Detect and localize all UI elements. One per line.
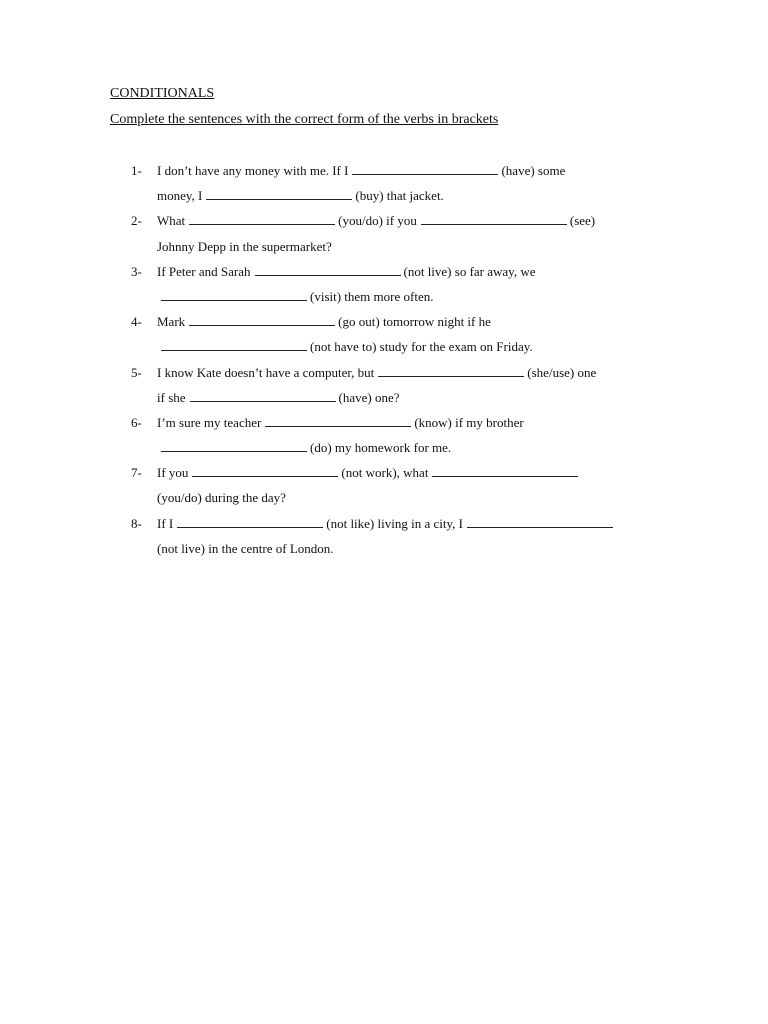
- answer-blank[interactable]: [190, 388, 336, 402]
- answer-blank[interactable]: [189, 312, 335, 326]
- sentence-fragment: What: [157, 213, 186, 229]
- exercise-line: [131, 161, 671, 186]
- answer-blank[interactable]: [177, 514, 323, 528]
- exercise-item: [131, 463, 671, 513]
- answer-blank[interactable]: [192, 463, 338, 477]
- exercise-line: [131, 488, 671, 513]
- sentence-fragment: (she/use) one: [527, 364, 597, 380]
- sentence-fragment: money, I: [157, 188, 203, 204]
- sentence-fragment: I’m sure my teacher: [157, 414, 262, 430]
- exercise-line: [131, 337, 671, 362]
- sentence-fragment: (know) if my brother: [414, 414, 524, 430]
- exercise-number: 1-: [131, 163, 142, 178]
- exercise-item: [131, 312, 671, 362]
- exercise-text: [157, 186, 444, 206]
- sentence-fragment: Mark: [157, 314, 186, 330]
- exercise-number: 8-: [131, 515, 142, 531]
- exercise-line: [131, 539, 671, 564]
- exercise-item: [131, 363, 671, 413]
- worksheet-title: CONDITIONALS: [110, 86, 215, 101]
- worksheet-instructions: Complete the sentences with the correct form of the verbs in brackets: [110, 112, 499, 127]
- sentence-fragment: Johnny Depp in the supermarket?: [157, 238, 332, 254]
- answer-blank[interactable]: [432, 463, 578, 477]
- sentence-fragment: (not have to) study for the exam on Friday.: [310, 339, 533, 355]
- sentence-fragment: (not work), what: [341, 465, 429, 481]
- answer-blank[interactable]: [189, 211, 335, 225]
- exercise-text: [157, 463, 581, 483]
- exercise-text: [157, 262, 536, 282]
- exercise-item: [131, 161, 671, 211]
- answer-blank[interactable]: [161, 438, 307, 452]
- exercise-text: [157, 312, 491, 332]
- exercise-text: [157, 514, 616, 534]
- exercise-line: [131, 312, 671, 337]
- exercise-number: 2-: [131, 213, 142, 229]
- answer-blank[interactable]: [206, 186, 352, 200]
- sentence-fragment: (not live) so far away, we: [403, 263, 536, 279]
- sentence-fragment: If I: [157, 515, 174, 531]
- exercise-text: [157, 488, 286, 508]
- exercise-text: [157, 237, 332, 257]
- exercise-number: 6-: [131, 414, 142, 430]
- sentence-fragment: (go out) tomorrow night if he: [338, 314, 491, 330]
- sentence-fragment: (buy) that jacket.: [355, 188, 444, 204]
- sentence-fragment: If you: [157, 465, 189, 481]
- exercise-text: [157, 438, 451, 458]
- answer-blank[interactable]: [161, 337, 307, 351]
- sentence-fragment: (not live) in the centre of London.: [157, 540, 334, 556]
- sentence-fragment: (do) my homework for me.: [310, 440, 452, 456]
- answer-blank[interactable]: [378, 363, 524, 377]
- exercise-item: [131, 413, 671, 463]
- exercise-number: 4-: [131, 314, 142, 330]
- exercise-line: [131, 237, 671, 262]
- sentence-fragment: (see): [569, 213, 596, 229]
- exercise-line: [131, 514, 671, 539]
- sentence-fragment: I don’t have any money with me. If I: [157, 163, 349, 178]
- exercise-text: [157, 337, 533, 357]
- answer-blank[interactable]: [467, 514, 613, 528]
- exercise-text: [157, 363, 596, 383]
- exercise-item: [131, 262, 671, 312]
- exercise-line: [131, 186, 671, 211]
- exercise-item: [131, 211, 671, 261]
- exercise-line: [131, 287, 671, 312]
- answer-blank[interactable]: [255, 262, 401, 276]
- exercise-line: [131, 211, 671, 236]
- answer-blank[interactable]: [421, 211, 567, 225]
- exercise-text: [157, 413, 524, 433]
- exercise-number: 3-: [131, 263, 142, 279]
- exercise-list: [131, 161, 671, 564]
- sentence-fragment: (visit) them more often.: [310, 288, 434, 304]
- sentence-fragment: I know Kate doesn’t have a computer, but: [157, 364, 375, 380]
- exercise-line: [131, 463, 671, 488]
- sentence-fragment: if she: [157, 389, 186, 405]
- exercise-text: [157, 388, 400, 408]
- sentence-fragment: If Peter and Sarah: [157, 263, 251, 279]
- sentence-fragment: (you/do) if you: [338, 213, 417, 229]
- exercise-text: [157, 287, 433, 307]
- exercise-item: [131, 514, 671, 564]
- exercise-line: [131, 438, 671, 463]
- exercise-text: [157, 211, 595, 231]
- answer-blank[interactable]: [352, 161, 498, 175]
- exercise-text: [157, 161, 565, 181]
- sentence-fragment: (have) one?: [338, 389, 400, 405]
- exercise-line: [131, 262, 671, 287]
- answer-blank[interactable]: [265, 413, 411, 427]
- sentence-fragment: (not like) living in a city, I: [326, 515, 463, 531]
- exercise-line: [131, 363, 671, 388]
- sentence-fragment: (you/do) during the day?: [157, 490, 286, 506]
- answer-blank[interactable]: [161, 287, 307, 301]
- exercise-number: 7-: [131, 465, 142, 481]
- exercise-number: 5-: [131, 364, 142, 380]
- exercise-text: [157, 539, 334, 559]
- exercise-line: [131, 388, 671, 413]
- exercise-line: [131, 413, 671, 438]
- sentence-fragment: (have) some: [501, 163, 566, 178]
